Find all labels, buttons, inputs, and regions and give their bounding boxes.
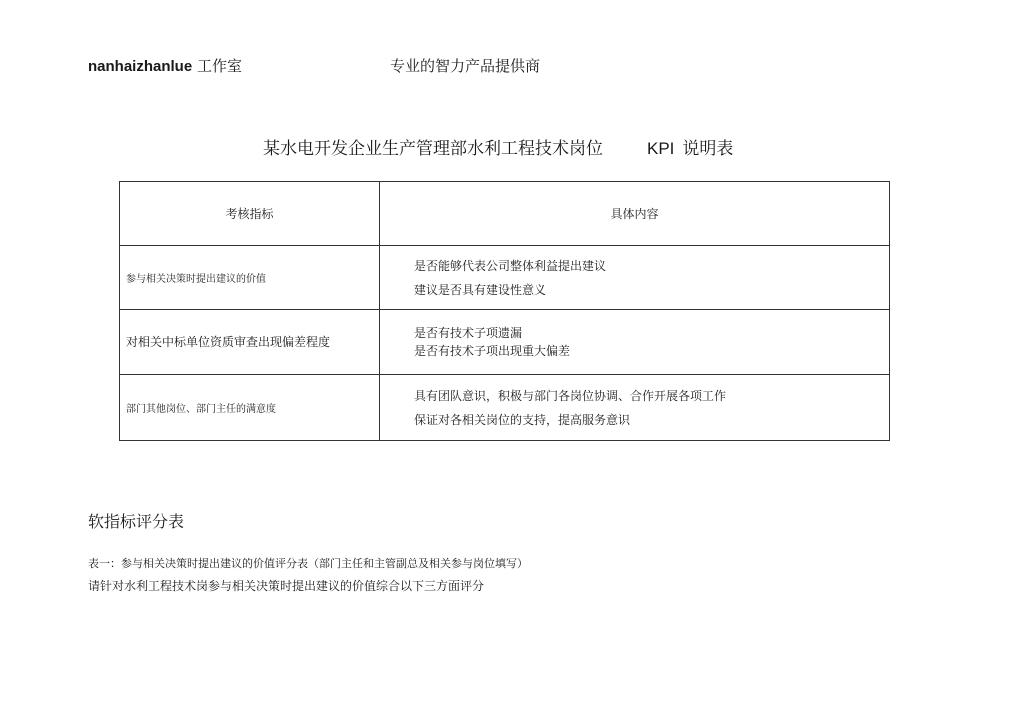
content-item: 建议是否具有建设性意义 <box>414 282 547 297</box>
header-studio <box>88 55 242 76</box>
indicator-cell: 参与相关决策时提出建议的价值 <box>120 246 380 310</box>
title-kpi: KPI <box>647 139 675 158</box>
table-row <box>120 246 890 310</box>
title-main: 某水电开发企业生产管理部水利工程技术岗位 <box>263 139 603 159</box>
header-slogan: 专业的智力产品提供商 <box>390 57 541 75</box>
content-cell <box>380 375 890 441</box>
header-brand: nanhaizhanlue <box>88 58 193 75</box>
table-row <box>120 375 890 441</box>
header-indicator: 考核指标 <box>120 182 380 246</box>
content-cell <box>380 246 890 310</box>
content-item: 是否有技术子项遗漏 <box>414 326 523 340</box>
content-cell <box>380 310 890 375</box>
header-studio-label: 工作室 <box>196 57 242 75</box>
indicator-text: 对相关中标单位资质审查出现偏差程度 <box>126 334 331 349</box>
table-row <box>120 310 890 375</box>
indicator-cell <box>120 310 380 375</box>
indicator-cell: 部门其他岗位、部门主任的满意度 <box>120 375 380 441</box>
section-title: 软指标评分表 <box>88 512 185 531</box>
content-item: 是否能够代表公司整体利益提出建议 <box>414 258 607 273</box>
header-content: 具体内容 <box>380 182 890 246</box>
content-item: 保证对各相关岗位的支持，提高服务意识 <box>414 412 631 427</box>
table-header-row <box>120 182 890 246</box>
content-item: 具有团队意识，积极与部门各岗位协调、合作开展各项工作 <box>414 388 727 403</box>
section-note-2: 请针对水利工程技术岗参与相关决策时提出建议的价值综合以下三方面评分 <box>88 579 485 593</box>
title-suffix: 说明表 <box>682 139 734 159</box>
kpi-table <box>119 181 890 441</box>
content-item: 是否有技术子项出现重大偏差 <box>414 344 571 358</box>
section-note-1: 表一：参与相关决策时提出建议的价值评分表（部门主任和主管副总及相关参与岗位填写） <box>88 557 528 570</box>
document-title <box>263 134 733 159</box>
